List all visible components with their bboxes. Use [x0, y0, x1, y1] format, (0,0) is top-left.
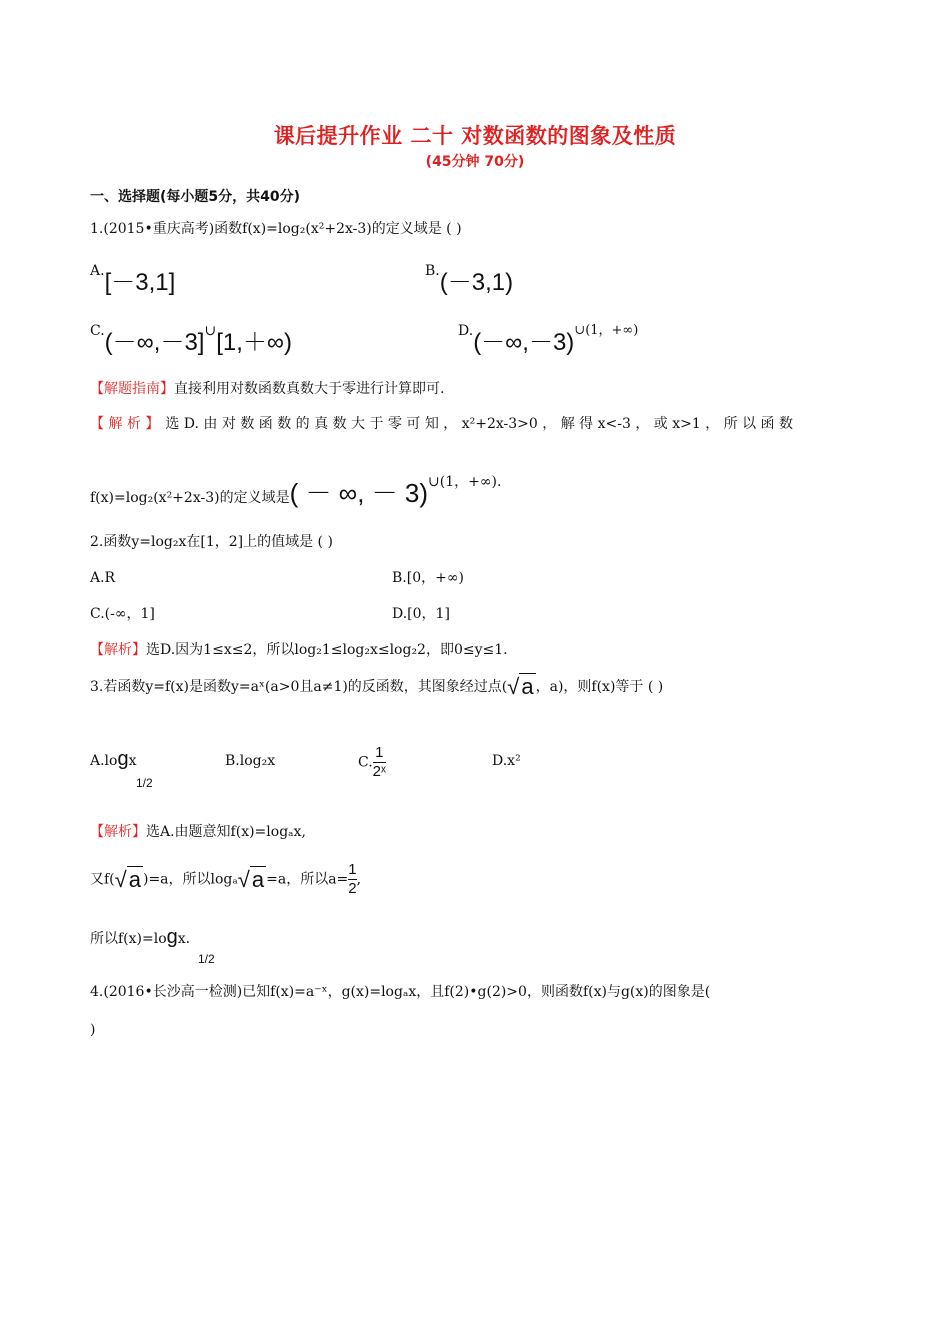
q4-stem-tail: ): [90, 1022, 96, 1038]
q1-solution-line2-post: ∪(1，+∞).: [428, 474, 502, 490]
q3-option-a: A.logx 1/2: [90, 748, 153, 790]
q3-option-b: B.log₂x: [225, 753, 276, 769]
q1-c-cup: ∪: [204, 323, 217, 339]
q1-option-d: [458, 322, 638, 357]
q2-solution: [90, 641, 508, 659]
q2-option-b: B.[0，+∞): [392, 570, 464, 586]
q1-b-value: (－3,1): [439, 269, 514, 296]
q1-c-label: C.: [90, 323, 105, 339]
q1-hint: [90, 380, 444, 398]
q1-d-label: D.: [458, 323, 474, 339]
q1-a-label: A.: [90, 263, 105, 279]
q2-option-c: C.(-∞，1]: [90, 606, 155, 622]
q2-solution-tag: 【解析】: [90, 642, 146, 658]
q1-d-tail: ∪(1，+∞): [574, 323, 639, 338]
q2-solution-text: 选D.因为1≤x≤2，所以log₂1≤log₂x≤log₂2，即0≤y≤1.: [146, 642, 508, 658]
q1-stem: 1.(2015•重庆高考)函数f(x)=log₂(x²+2x-3)的定义域是 ( ): [90, 221, 462, 237]
q1-option-c: [90, 322, 292, 357]
q1-solution-line2-math: ( － ∞, － 3): [289, 478, 429, 508]
q2-stem: 2.函数y=log₂x在[1，2]上的值域是 ( ): [90, 534, 333, 550]
q1-c-value1: (－∞,－3]: [104, 329, 205, 356]
fraction: $\frac{1}{2}$: [348, 861, 357, 897]
q1-solution-line2-pre: f(x)=log₂(x²+2x-3)的定义域是: [90, 490, 290, 506]
q3-line3-base: 1/2: [198, 952, 215, 966]
q1-solution-text: 选 D. 由 对 数 函 数 的 真 数 大 于 零 可 知 ， x²+2x-3>0 ， 解 得 x<-3 ， 或 x>1 ， 所 以 函 数: [165, 416, 794, 432]
q3-solution-text: 选A.由题意知f(x)=logₐx,: [146, 824, 306, 840]
q3-solution-line2: 又f(√a )=a，所以logₐ√a =a，所以a= $\frac{1}{2}$ ,: [90, 861, 362, 897]
q2-option-d: D.[0，1]: [392, 606, 450, 622]
sqrt-a: √a: [114, 866, 141, 892]
q1-c-value2: [1,＋∞): [216, 329, 292, 356]
q3-solution: [90, 823, 306, 841]
q1-solution-line2: [90, 473, 501, 510]
q1-solution: [90, 415, 793, 433]
page-title: 课后提升作业 二十 对数函数的图象及性质: [273, 124, 677, 148]
sqrt-a: √a: [507, 674, 534, 699]
q1-option-b: [425, 262, 513, 297]
q4-stem: 4.(2016•长沙高一检测)已知f(x)=a⁻ˣ，g(x)=logₐx，且f(2)•g(2)>0，则函数f(x)与g(x)的图象是(: [90, 984, 711, 1000]
sqrt-a: √a: [237, 866, 265, 892]
page-subtitle: (45分钟 70分): [425, 154, 525, 170]
q1-hint-text: 直接利用对数函数真数大于零进行计算即可.: [174, 381, 445, 397]
q3-option-d: D.x²: [492, 753, 521, 769]
q1-d-value1: (－∞,－3): [473, 329, 575, 356]
q3-solution-line3: 所以f(x)=logx. 1/2: [90, 926, 215, 966]
q3-stem-pre: 3.若函数y=f(x)是函数y=aˣ(a>0且a≠1)的反函数，其图象经过点(: [90, 679, 508, 695]
q3-stem: [90, 674, 664, 699]
q1-hint-tag: 【解题指南】: [90, 381, 174, 397]
q3-a-base: 1/2: [136, 776, 153, 790]
q1-solution-tag: 【 解 析 】: [90, 416, 160, 432]
section-heading: 一、选择题(每小题5分，共40分): [90, 189, 301, 205]
q3-solution-tag: 【解析】: [90, 824, 146, 840]
q3-stem-post: ，a)，则f(x)等于 ( ): [535, 679, 664, 695]
q1-option-a: [90, 262, 175, 297]
q2-option-a: A.R: [90, 570, 116, 586]
fraction: $\frac{1}{\text{2ˣ}}$: [372, 744, 386, 780]
q3-option-c: C. $\frac{1}{\text{2ˣ}}$: [358, 744, 386, 780]
q1-b-label: B.: [425, 263, 440, 279]
q1-a-value: [－3,1]: [104, 269, 176, 296]
